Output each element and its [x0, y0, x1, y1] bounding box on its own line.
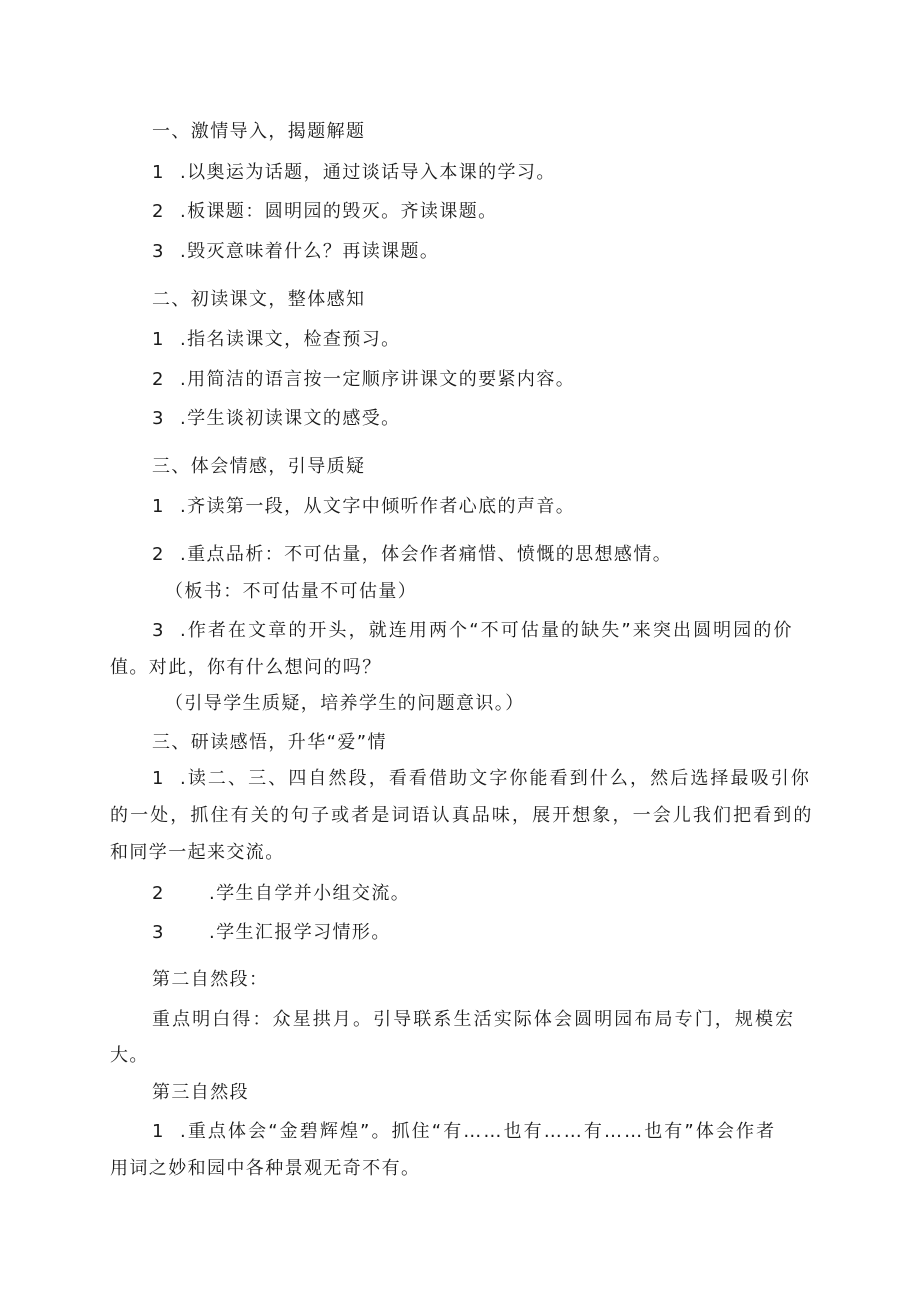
- subsection-heading: 第三自然段: [152, 1082, 249, 1103]
- list-item: [152, 619, 794, 643]
- continuation-line: 值。对此，你有什么想问的吗？: [110, 657, 382, 678]
- item-number: 3: [152, 922, 165, 943]
- section-heading: 一、激情导入，揭题解题: [152, 121, 366, 142]
- item-text: .毁灭意味着什么？再读课题。: [180, 241, 440, 262]
- item-text: .重点体会“金碧辉煌”。抓住“有……也有……有……也有”体会作者: [180, 1121, 777, 1142]
- list-item: [152, 161, 556, 185]
- section-heading: 三、研读感悟，升华“爱”情: [152, 732, 387, 753]
- list-item: [152, 882, 410, 906]
- list-item: [152, 200, 498, 224]
- item-text: .齐读第一段，从文字中倾听作者心底的声音。: [180, 496, 576, 517]
- item-text: .学生自学并小组交流。: [209, 883, 411, 904]
- item-number: 1: [152, 329, 165, 350]
- list-item: [152, 407, 401, 431]
- subsection-heading: 第二自然段：: [152, 969, 269, 990]
- list-item: [152, 1120, 776, 1144]
- item-number: 1: [152, 1121, 166, 1142]
- item-number: 1: [152, 496, 165, 517]
- item-number: 2: [152, 201, 165, 222]
- item-text: .重点品析：不可估量，体会作者痛惜、愤慨的思想感情。: [180, 544, 673, 565]
- item-text: .作者在文章的开头，就连用两个“不可估量的缺失”来突出圆明园的价: [180, 620, 794, 641]
- continuation-line: 用词之妙和园中各种景观无奇不有。: [110, 1158, 421, 1179]
- board-note: （板书：不可估量不可估量）: [165, 581, 418, 602]
- list-item: [152, 328, 401, 352]
- item-number: 2: [152, 883, 165, 904]
- item-text: .板课题：圆明园的毁灭。齐读课题。: [180, 201, 498, 222]
- item-number: 1: [152, 768, 166, 789]
- item-text: .学生汇报学习情形。: [209, 922, 391, 943]
- item-number: 2: [152, 544, 165, 565]
- paragraph-line: 重点明白得：众星拱月。引导联系生活实际体会圆明园布局专门，规模宏: [152, 1009, 796, 1030]
- item-text: .指名读课文，检查预习。: [180, 329, 401, 350]
- item-text: .以奥运为话题，通过谈话导入本课的学习。: [180, 162, 556, 183]
- continuation-line: 大。: [110, 1045, 149, 1066]
- list-item: [152, 240, 439, 264]
- item-number: 1: [152, 162, 165, 183]
- item-number: 3: [152, 241, 165, 262]
- list-item: [152, 543, 672, 567]
- list-item: [152, 368, 575, 392]
- section-heading: 二、初读课文，整体感知: [152, 289, 366, 310]
- item-number: 3: [152, 620, 166, 641]
- continuation-line: 的一处，抓住有关的句子或者是词语认真品味，展开想象，一会儿我们把看到的: [110, 805, 814, 826]
- list-item: [152, 495, 575, 519]
- item-text: .读二、三、四自然段，看看借助文字你能看到什么，然后选择最吸引你: [180, 768, 811, 789]
- section-heading: 三、体会情感，引导质疑: [152, 456, 366, 477]
- teaching-note: （引导学生质疑，培养学生的问题意识。）: [165, 693, 525, 714]
- list-item: [152, 921, 391, 945]
- item-text: .用简洁的语言按一定顺序讲课文的要紧内容。: [180, 369, 576, 390]
- continuation-line: 和同学一起来交流。: [110, 842, 285, 863]
- item-number: 2: [152, 369, 165, 390]
- item-number: 3: [152, 408, 165, 429]
- list-item: [152, 767, 811, 791]
- item-text: .学生谈初读课文的感受。: [180, 408, 401, 429]
